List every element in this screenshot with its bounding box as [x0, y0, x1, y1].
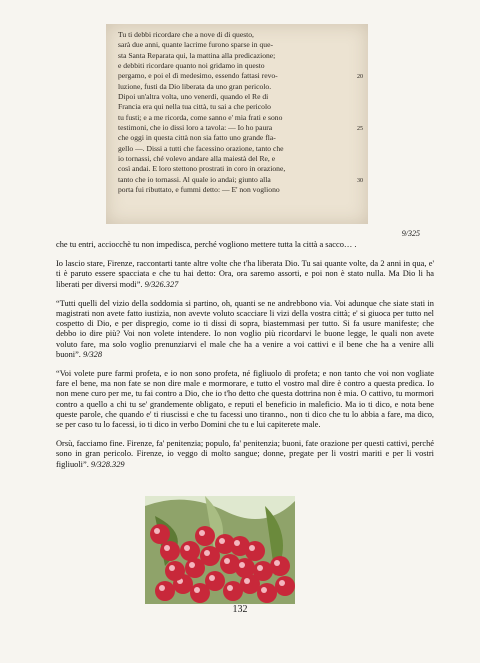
- scan-line: [118, 102, 350, 112]
- berry: [235, 558, 255, 578]
- scan-line: [118, 185, 350, 195]
- document-body: [56, 240, 434, 479]
- scan-line-text: luzione, fusti da Dio liberata da uno gran pericolo.: [118, 81, 272, 91]
- berry-highlight: [164, 545, 170, 551]
- page-reference: 9/328.329: [90, 459, 125, 469]
- berry-highlight: [199, 530, 205, 536]
- scan-line-text: tu fusti; e a me ricorda, come sanno e' mia frati e sono: [118, 112, 283, 122]
- scan-line-text: e debbiti ricordare quanto noi gridamo in questo: [118, 61, 265, 71]
- page-reference: 9/325: [401, 229, 420, 238]
- berry-highlight: [239, 562, 245, 568]
- scan-line-text: tanto che io tornassi. Al quale io andai; giunto alla: [118, 174, 271, 184]
- paragraph-text: “Voi volete pure farmi profeta, e io non sono profeta, né figliuolo di profeta; e non tanto che voi non vogliate fare el bene, ma non fate se non dire male e mormorare, e tutto el vostro mal dire è contro a questa predica. Io non mene curo per me, tu fai contro a Dio, che io t'ho detto che questa dottrina non è mia. O cattivo, tu mormori contro a quello a chi tu se' grandemente obligato, e reputi el beneficio in maleficio. Ma io ti dico, e nota bene queste parole, che quando e' ti riuscissi e che tu facessi uno tiranno., non ti dico che tu lo abbia a fare, ma dico, se per caso tu lo facessi, io ti dico in verbo Domini che tu e lui capiterete male.: [56, 369, 434, 430]
- scan-line: [118, 61, 350, 71]
- berry: [270, 556, 290, 576]
- berry: [257, 583, 277, 603]
- scan-line: [118, 154, 350, 164]
- berry-highlight: [169, 565, 175, 571]
- scan-line: [118, 30, 350, 40]
- scan-line: [118, 174, 363, 185]
- scan-line-text: sarà due anni, quante lacrime furono sparse in que-: [118, 40, 273, 50]
- scan-line: [118, 71, 363, 81]
- scan-line-text: pergamo, e poi el dì medesimo, essendo fattasi revo-: [118, 71, 278, 81]
- berry: [245, 541, 265, 561]
- berry-highlight: [279, 580, 285, 586]
- berry-highlight: [224, 558, 230, 564]
- berry-highlight: [189, 562, 195, 568]
- paragraph-text: Orsù, facciamo fine. Firenze, fa' penitenzia; populo, fa' penitenzia; buoni, fate orazione per questi cattivi, perché sono in gran pericolo. Firenze, io veggo di molto sangue; donne, pregate per li vostri mariti e per li vostri figliuoli”.: [56, 439, 434, 469]
- paragraph: [56, 240, 434, 250]
- scanned-book-excerpt: [106, 24, 368, 224]
- berry-highlight: [274, 560, 280, 566]
- paragraph-text: Io lascio stare, Firenze, raccontarti tante altre volte che t'ha liberata Dio. Tu sai quante volte, da 2 anni in qua, e' ti è paruto essere spacciata e che tu hai detto: Ora, ora saremo assorti, e poi non è stato nulla. Ma Dio li ha liberati per diversi modi”.: [56, 259, 434, 289]
- scan-line-text: gello —. Dissi a tutti che facessino orazione, tanto che: [118, 143, 284, 153]
- berry-highlight: [257, 565, 263, 571]
- paragraph-text: che tu entri, acciocchè tu non impedisca, perché vogliono mettere tutta la città a sacco… .: [56, 240, 357, 249]
- berry-highlight: [261, 587, 267, 593]
- berry-highlight: [184, 545, 190, 551]
- berry: [195, 526, 215, 546]
- scan-line: [118, 40, 350, 50]
- paragraph: [56, 299, 434, 360]
- berry: [205, 571, 225, 591]
- scan-line: [118, 133, 350, 143]
- paragraph-text: “Tutti quelli del vizio della soddomia si partino, oh, quanti se ne andrebbono via. Voi adunque che siate stati in magistrati non avete fatto iustizia, non avevte voluto scacciare li vizi della vostra città; e' si giuoca per tutto nel cospetto di Dio, e per dispregio, come io ti dissi di sopra, biastemmasi per tutto. Si fa usure manifeste; che debbo io dire più? Voi non volete intendere. Io non voglio più ricordarvi le buone legge, le quali non avete voluto fare, ma solo voglio prenunziarvi el male che ha a venire a voi cattivi e il bene che ha a venire alli buoni”.: [56, 298, 434, 359]
- berry-highlight: [204, 550, 210, 556]
- berry: [155, 581, 175, 601]
- berry-highlight: [219, 538, 225, 544]
- berry: [150, 524, 170, 544]
- berry-highlight: [227, 585, 233, 591]
- berry: [180, 541, 200, 561]
- berry-highlight: [194, 587, 200, 593]
- scan-line-text: che oggi in questa città non sia fatto uno grande fla-: [118, 133, 276, 143]
- line-number: 30: [357, 177, 363, 184]
- scan-line: [118, 51, 350, 61]
- scan-line-text: Tu ti debbi ricordare che a nove di di questo,: [118, 30, 254, 39]
- berry-highlight: [249, 545, 255, 551]
- berries-photo: [145, 496, 295, 604]
- paragraph: [56, 439, 434, 470]
- berry: [165, 561, 185, 581]
- berry-highlight: [234, 540, 240, 546]
- berries-illustration: [145, 496, 295, 604]
- berry-highlight: [209, 575, 215, 581]
- page-number: 132: [232, 604, 248, 615]
- scan-line: [118, 82, 350, 92]
- scan-line-text: io tornassi, ché volevo andare alla maiestà del Re, e: [118, 154, 276, 164]
- scan-line: [118, 123, 363, 133]
- scan-line-text: testimoni, che io dissi loro a tavola: — Io ho paura: [118, 123, 273, 133]
- line-number: 25: [357, 126, 363, 133]
- line-number: 20: [357, 74, 363, 81]
- berry: [275, 576, 295, 596]
- scan-line-text: porta fui ributtato, e fummi detto: — E' non vogliono: [118, 185, 280, 195]
- scan-line-text: sta Santa Reparata qui, la mattina alla predicazione;: [118, 50, 276, 60]
- scan-line-text: Francia era qui nella tua città, tu sai a che pericolo: [118, 102, 271, 112]
- berry-highlight: [159, 585, 165, 591]
- scan-line: [118, 144, 350, 154]
- scan-line-text: così andai. E loro stettono prostrati in coro in orazione,: [118, 164, 286, 174]
- page-reference: 9/328: [82, 349, 103, 359]
- paragraph: [56, 369, 434, 430]
- berry: [253, 561, 273, 581]
- paragraph: [56, 259, 434, 290]
- scan-line: [118, 92, 350, 102]
- berry-highlight: [244, 578, 250, 584]
- scan-line: [118, 164, 350, 174]
- scan-line: [118, 113, 350, 123]
- berry-highlight: [154, 528, 160, 534]
- page-reference: 9/326.327: [144, 279, 179, 289]
- berry: [160, 541, 180, 561]
- scan-line-text: Dipoi un'altra volta, uno venerdì, quando el Re di: [118, 92, 269, 102]
